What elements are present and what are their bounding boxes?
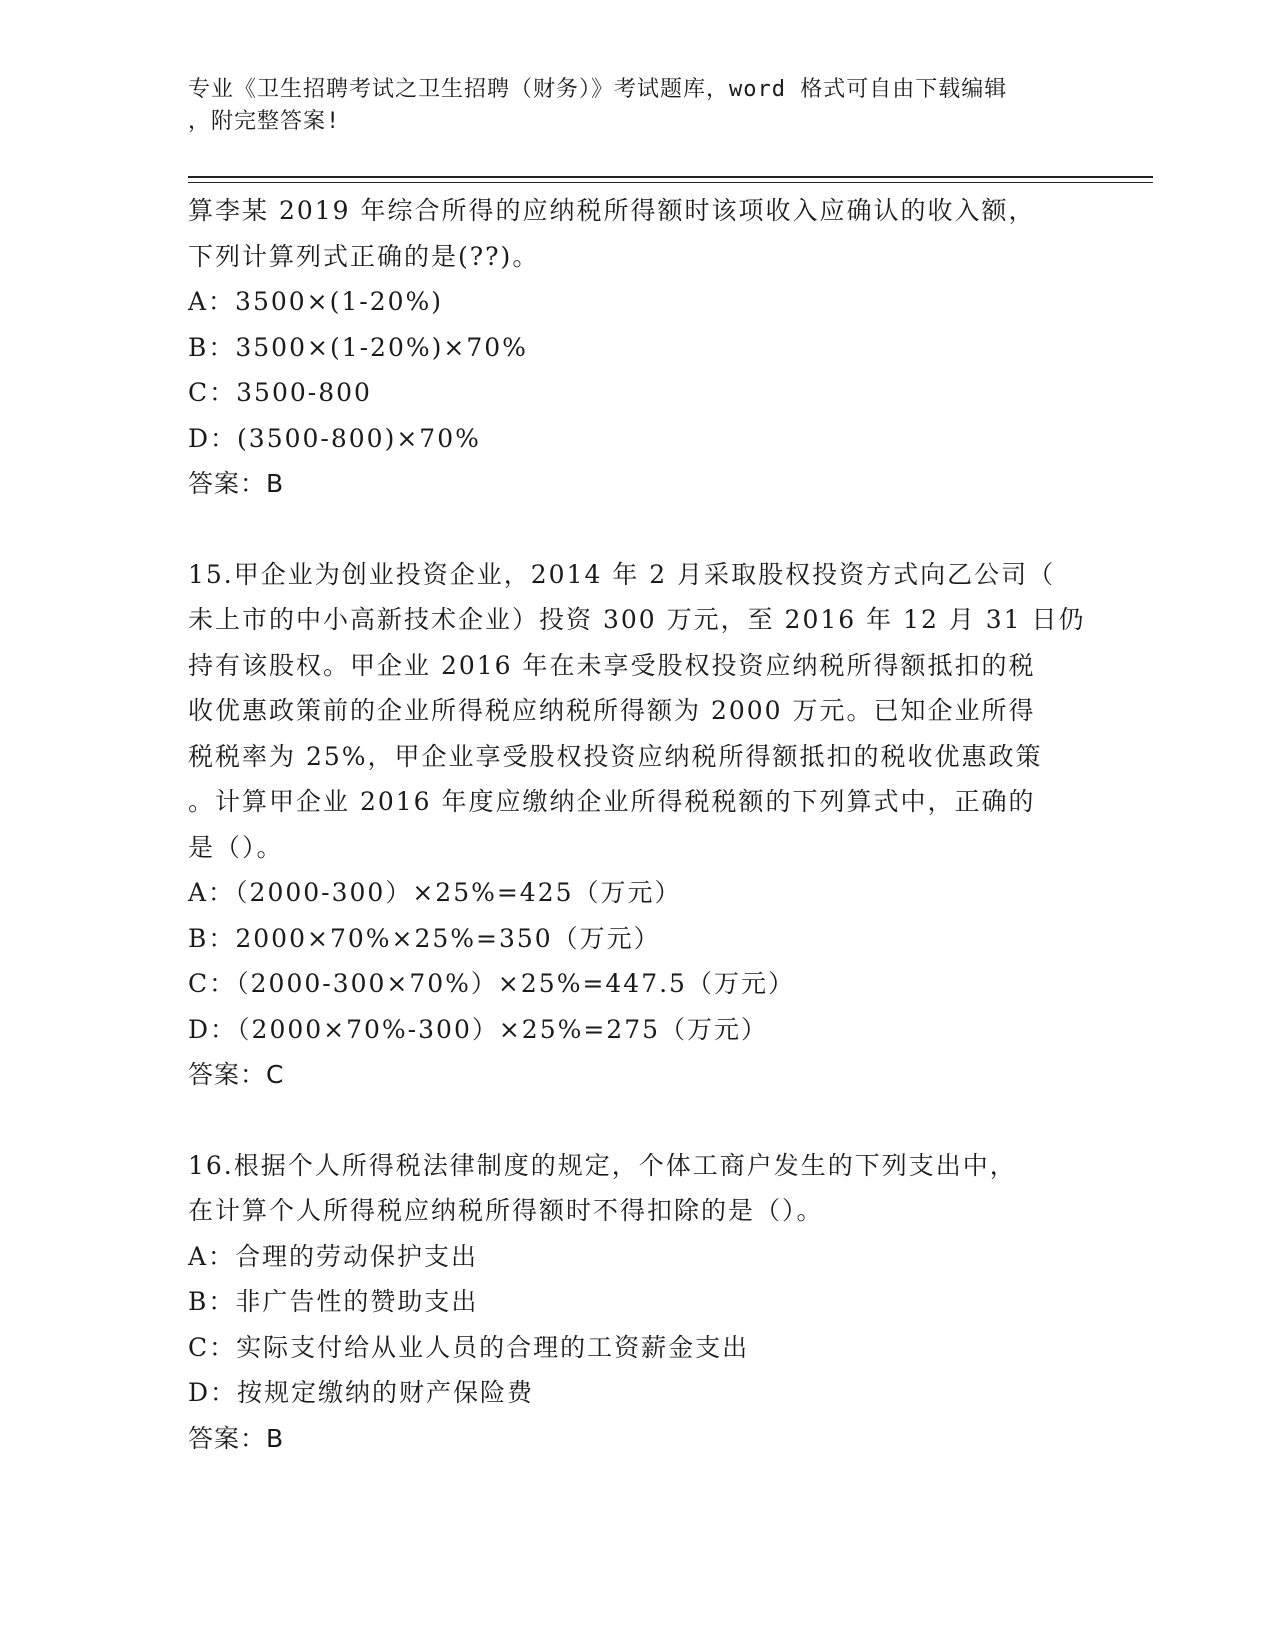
question-stem-line: 持有该股权。甲企业 2016 年在未享受股权投资应纳税所得额抵扣的税 <box>188 650 1036 680</box>
question-stem-line: 算李某 2019 年综合所得的应纳税所得额时该项收入应确认的收入额， <box>188 196 1036 225</box>
question-stem-line: 未上市的中小高新技术企业）投资 300 万元，至 2016 年 12 月 31 日仍 <box>188 605 1086 634</box>
option-b: B：2000×70%×25%=350（万元） <box>188 923 661 953</box>
option-a: A：合理的劳动保护支出 <box>188 1241 479 1271</box>
question-stem-line: 收优惠政策前的企业所得税应纳税所得额为 2000 万元。已知企业所得 <box>188 696 1036 725</box>
option-a: A：（2000-300）×25%=425（万元） <box>188 878 682 907</box>
question-stem-line: 。计算甲企业 2016 年度应缴纳企业所得税税额的下列算式中，正确的 <box>188 787 1036 816</box>
option-a: A：3500×(1-20%) <box>188 287 444 316</box>
document-header-note <box>188 74 1088 138</box>
answer-line: 答案：C <box>188 1060 285 1089</box>
option-c: C：实际支付给从业人员的合理的工资薪金支出 <box>188 1332 750 1362</box>
question-stem-line: 在计算个人所得税应纳税所得额时不得扣除的是（）。 <box>188 1196 824 1225</box>
question-stem-line: 15.甲企业为创业投资企业，2014 年 2 月采取股权投资方式向乙公司（ <box>188 559 1056 589</box>
question-stem-line: 下列计算列式正确的是(??)。 <box>188 241 540 271</box>
answer-line: 答案：B <box>188 1423 285 1453</box>
option-c: C：（2000-300×70%）×25%=447.5（万元） <box>188 969 795 998</box>
question-content <box>188 188 1088 1461</box>
question-16 <box>188 1143 1088 1462</box>
question-15 <box>188 552 1088 1098</box>
question-14-continued <box>188 188 1088 507</box>
header-divider-thick <box>188 176 1153 178</box>
header-line-1: 专业《卫生招聘考试之卫生招聘（财务）》考试题库，word 格式可自由下载编辑 <box>188 77 1008 102</box>
question-stem-line: 是（）。 <box>188 832 284 862</box>
option-c: C：3500-800 <box>188 378 372 407</box>
option-d: D：（2000×70%-300）×25%=275（万元） <box>188 1014 769 1044</box>
option-d: D：(3500-800)×70% <box>188 423 481 453</box>
option-b: B：3500×(1-20%)×70% <box>188 332 528 362</box>
option-d: D：按规定缴纳的财产保险费 <box>188 1378 535 1407</box>
question-stem-line: 税税率为 25%，甲企业享受股权投资应纳税所得额抵扣的税收优惠政策 <box>188 741 1043 771</box>
option-b: B：非广告性的赞助支出 <box>188 1287 479 1316</box>
answer-line: 答案：B <box>188 469 285 498</box>
question-stem-line: 16.根据个人所得税法律制度的规定，个体工商户发生的下列支出中， <box>188 1150 1017 1180</box>
header-line-2: ，附完整答案! <box>188 109 341 134</box>
header-divider-thin <box>188 182 1153 183</box>
